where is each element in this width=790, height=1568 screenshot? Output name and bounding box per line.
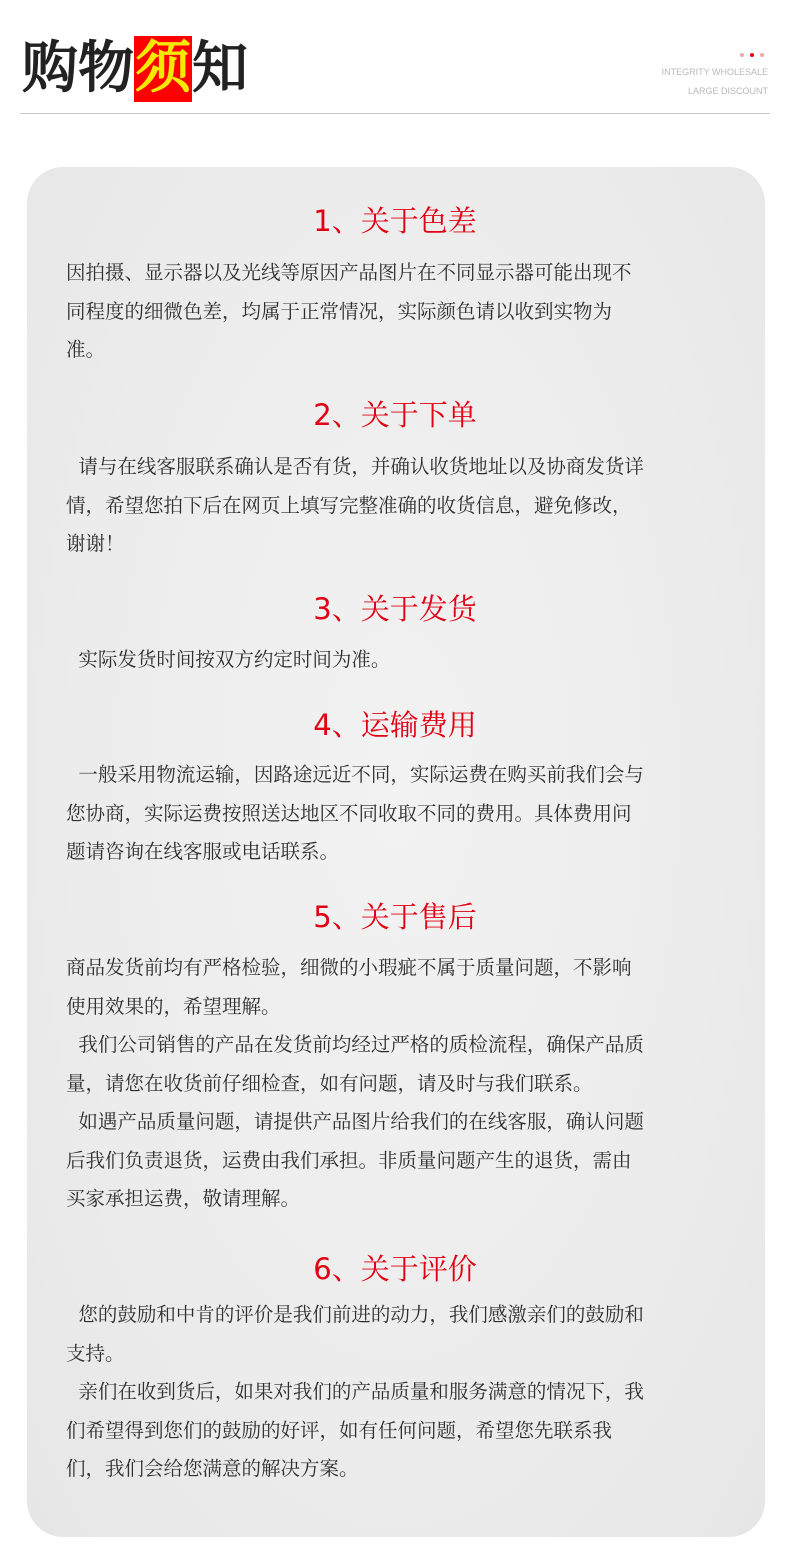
section-text-after-sales-3: 如遇产品质量问题，请提供产品图片给我们的在线客服，确认问题 后我们负责退货，运费由我们承担。非质量问题产生的退货，需由 买家承担运费，敬请理解。 (66, 1110, 644, 1210)
header-divider (20, 113, 770, 114)
section-title-after-sales: 5、关于售后 (313, 900, 477, 934)
title-part-2: 知 (192, 36, 248, 101)
english-tagline-1: INTEGRITY WHOLESALE (661, 67, 768, 77)
english-tagline-2: LARGE DISCOUNT (687, 86, 768, 96)
header (0, 0, 790, 116)
section-title-ordering: 2、关于下单 (313, 398, 477, 432)
section-text-reviews-2: 亲们在收到货后，如果对我们的产品质量和服务满意的情况下，我 们希望得到您们的鼓励的好评，如有任何问题，希望您先联系我 们，我们会给您满意的解决方案。 (66, 1380, 644, 1480)
title-part-1: 购物 (22, 36, 134, 101)
section-title-reviews: 6、关于评价 (313, 1252, 477, 1286)
section-text-freight: 一般采用物流运输，因路途远近不同，实际运费在购买前我们会与 您协商，实际运费按照送达地区不同收取不同的费用。具体费用问 题请咨询在线客服或电话联系。 (66, 763, 644, 863)
dot-icon (740, 53, 744, 57)
title-highlight: 须 (135, 36, 191, 101)
section-text-after-sales-2: 我们公司销售的产品在发货前均经过严格的质检流程，确保产品质 量，请您在收货前仔细检查，如有问题，请及时与我们联系。 (66, 1033, 644, 1095)
decorative-dots (740, 53, 764, 57)
page-title (22, 36, 248, 102)
section-text-shipping: 实际发货时间按双方约定时间为准。 (66, 648, 391, 671)
section-title-shipping: 3、关于发货 (313, 592, 477, 626)
section-text-ordering: 请与在线客服联系确认是否有货，并确认收货地址以及协商发货详 情，希望您拍下后在网页上填写完整准确的收货信息，避免修改， 谢谢！ (66, 455, 644, 555)
section-title-color-difference: 1、关于色差 (313, 204, 477, 238)
section-text-reviews-1: 您的鼓励和中肯的评价是我们前进的动力，我们感激亲们的鼓励和 支持。 (66, 1303, 644, 1365)
section-text-after-sales-1: 商品发货前均有严格检验，细微的小瑕疵不属于质量问题，不影响 使用效果的，希望理解。 (66, 956, 632, 1018)
dot-icon (750, 53, 754, 57)
dot-icon (760, 53, 764, 57)
section-title-freight: 4、运输费用 (313, 708, 477, 742)
section-text-color-difference: 因拍摄、显示器以及光线等原因产品图片在不同显示器可能出现不 同程度的细微色差，均属于正常情况，实际颜色请以收到实物为 准。 (66, 261, 632, 361)
